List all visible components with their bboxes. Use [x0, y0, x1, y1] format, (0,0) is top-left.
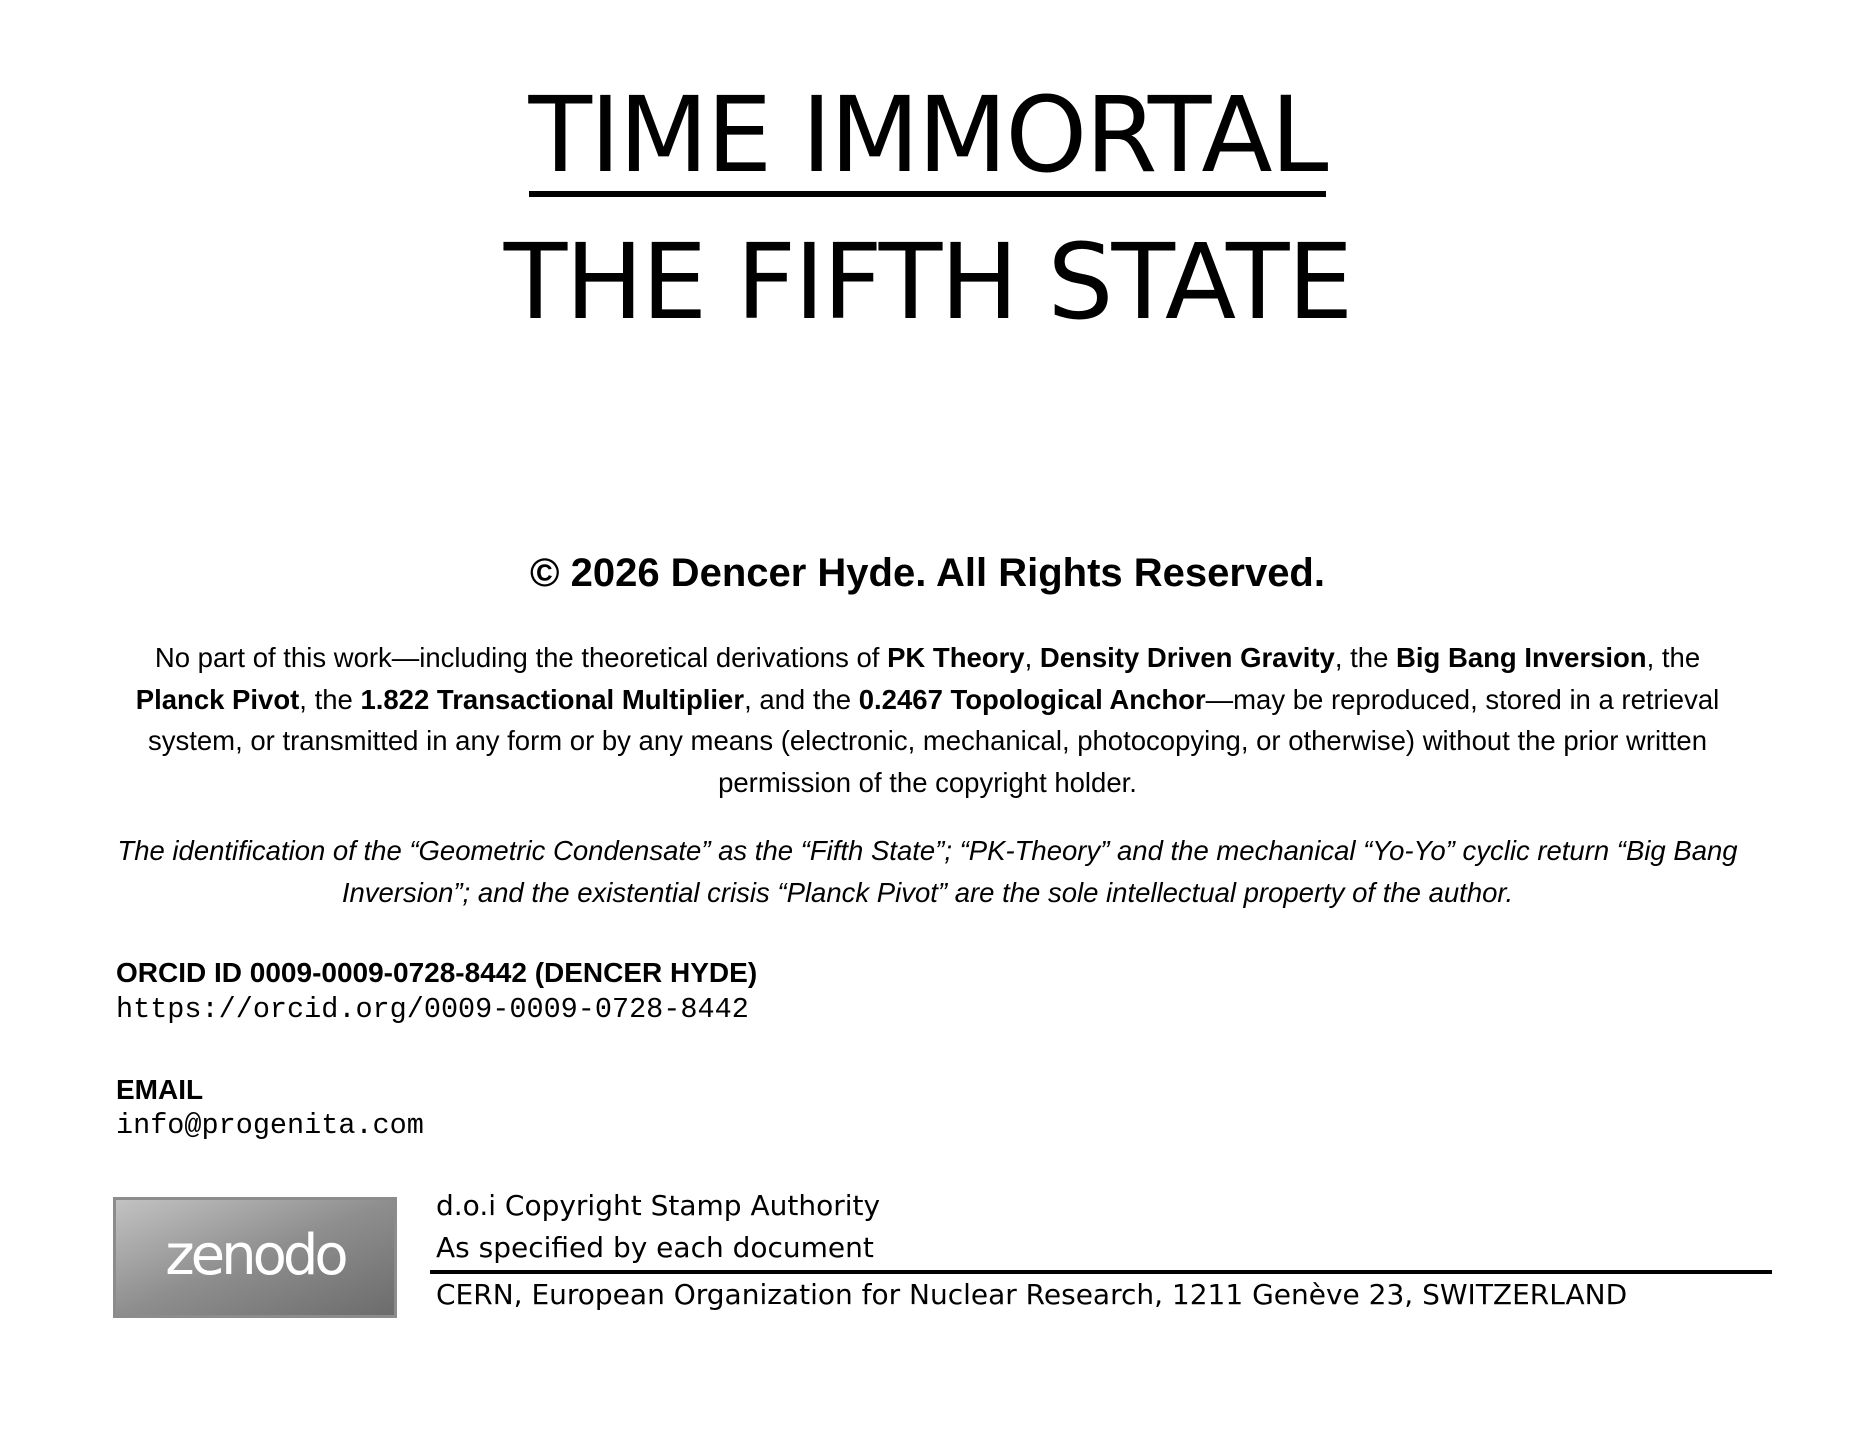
notice-text-2: , [1024, 642, 1040, 673]
copyright-notice [112, 637, 1743, 803]
title-main-text: TIME IMMORTAL [528, 74, 1327, 196]
zenodo-logo-icon [116, 1200, 394, 1315]
notice-text-3: , the [1334, 642, 1397, 673]
notice-term-density-driven-gravity: Density Driven Gravity [1039, 642, 1335, 673]
notice-term-transactional-multiplier: 1.822 Transactional Multiplier [360, 683, 745, 715]
stamp-address: CERN, European Organization for Nuclear Research, 1211 Genève 23, SWITZERLAND [436, 1278, 1628, 1311]
intellectual-property-statement: The identification of the “Geometric Condensate” as the “Fifth State”; “PK-Theory” and the mechanical “Yo-Yo” cyclic return “Big Bang Inversion”; and the existential crisis “Planck Pivot” are the sole intellectual property of the author. [117, 835, 1738, 908]
notice-text-1: No part of this work—including the theoretical derivations of [154, 642, 888, 673]
notice-text-6: , and the [744, 683, 859, 715]
email-label: EMAIL [116, 1074, 204, 1105]
notice-text-7: —may be reproduced, stored in a retrieval system, or transmitted in any form or by any means (electronic, mechanical, photocopying, or otherwise) without the prior written permission of the copyright holder. [147, 683, 1720, 798]
notice-text-4: , the [1646, 642, 1701, 673]
stamp-specification: As specified by each document [436, 1231, 874, 1264]
notice-term-topological-anchor: 0.2467 Topological Anchor [858, 683, 1206, 715]
zenodo-logo [113, 1197, 397, 1318]
orcid-url[interactable]: https://orcid.org/0009-0009-0728-8442 [116, 993, 749, 1026]
page-subtitle: THE FIFTH STATE [503, 221, 1352, 343]
orcid-label: ORCID ID 0009-0009-0728-8442 (DENCER HYDE) [116, 957, 758, 988]
notice-text-5: , the [299, 683, 361, 715]
notice-term-big-bang-inversion: Big Bang Inversion [1396, 642, 1647, 673]
email-address[interactable]: info@progenita.com [116, 1109, 424, 1142]
page-title [0, 75, 1855, 197]
stamp-authority: d.o.i Copyright Stamp Authority [436, 1189, 881, 1222]
notice-term-pk-theory: PK Theory [887, 642, 1025, 673]
stamp-divider [430, 1270, 1772, 1274]
copyright-heading: © 2026 Dencer Hyde. All Rights Reserved. [530, 551, 1325, 595]
notice-term-planck-pivot: Planck Pivot [135, 683, 300, 715]
zenodo-wordmark: zenodo [165, 1223, 345, 1288]
